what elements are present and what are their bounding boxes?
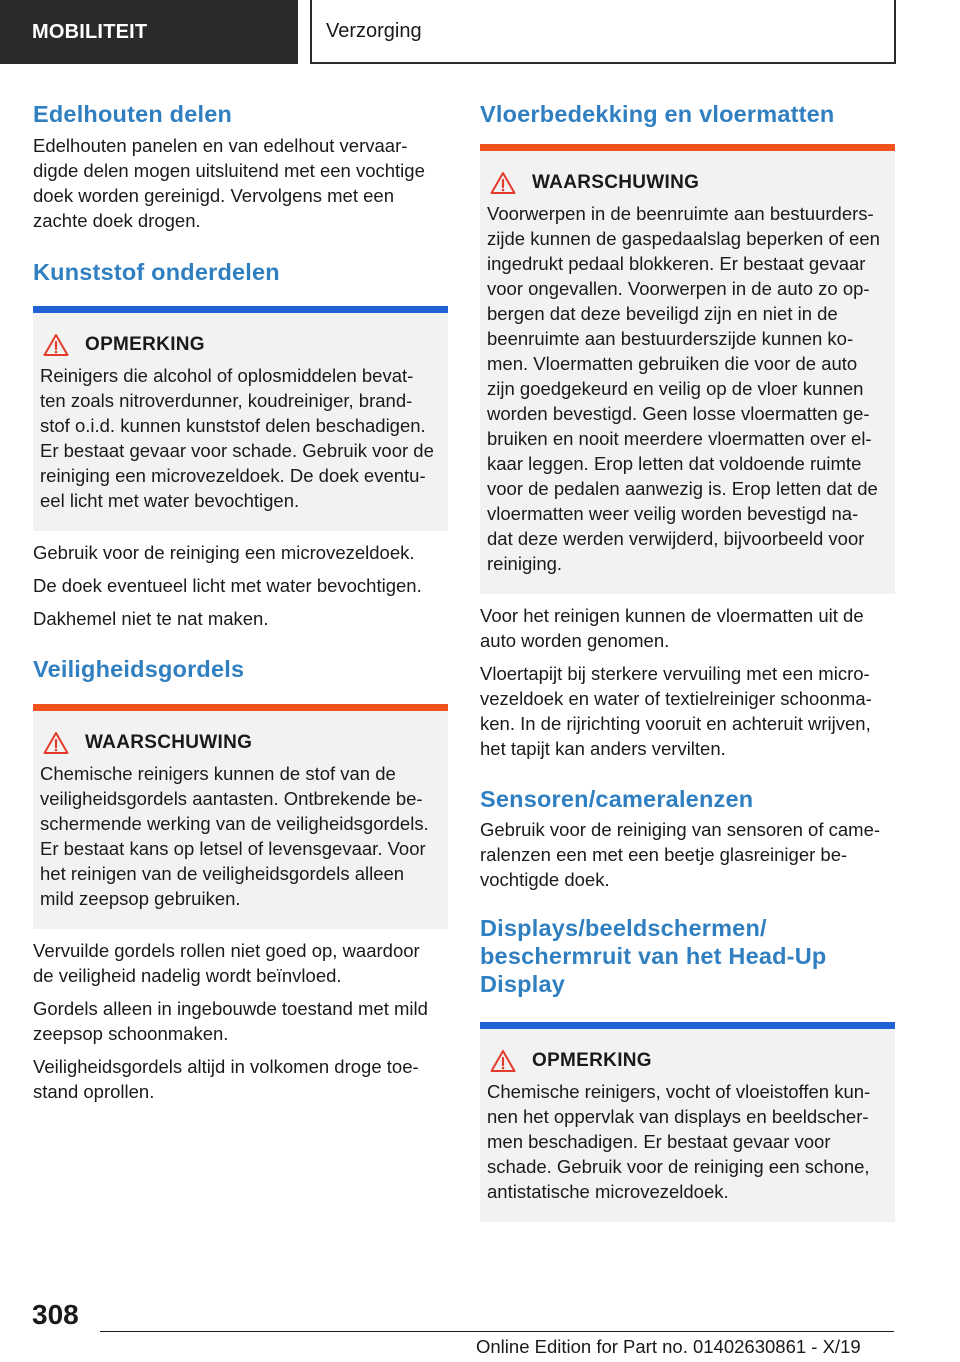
notice-body: Chemische reinigers, vocht of vloeistoffen kun- nen het oppervlak van displays en beeldscher- men beschadigen. Er bestaat gevaar voor schade. Gebruik voor de reiniging een schone, antistatische microvezeldoek. <box>487 1081 871 1202</box>
page-header <box>0 0 960 66</box>
warning-triangle-icon <box>490 1049 516 1073</box>
heading-edelhouten-delen: Edelhouten delen <box>33 101 233 127</box>
notice-body: Reinigers die alcohol of oplosmiddelen bevat- ten zoals nitroverdunner, koudreiniger, brand- stof o.i.d. kunnen kunststof delen beschadigen. Er bestaat gevaar voor schade. Gebruik voor de reiniging een microvezeldoek. De doek eventu- eel licht met water bevochtigen. <box>40 365 434 511</box>
paragraph: Dakhemel niet te nat maken. <box>33 608 269 629</box>
footer-edition: Online Edition for Part no. 01402630861 - X/19 <box>476 1336 861 1357</box>
paragraph: Gordels alleen in ingebouwde toestand met mild zeepsop schoonmaken. <box>33 998 428 1044</box>
warning-triangle-icon <box>43 333 69 357</box>
paragraph-edelhouten: Edelhouten panelen en van edelhout vervaar- digde delen mogen uitsluitend met een vochtige doek worden gereinigd. Vervolgens met een zachte doek drogen. <box>33 135 425 231</box>
notice-waarschuwing <box>33 704 448 929</box>
paragraph: De doek eventueel licht met water bevochtigen. <box>33 575 422 596</box>
paragraph: Veiligheidsgordels altijd in volkomen droge toe- stand oprollen. <box>33 1056 419 1102</box>
notice-body: Voorwerpen in de beenruimte aan bestuurders- zijde kunnen de gaspedaalslag beperken of een ingedrukt pedaal blokkeren. Er bestaat gevaar voor ongevallen. Voorwerpen in de auto zo op- bergen dat deze beveiligd zijn en niet in de beenruimte aan bestuurderszijde kunnen ko- men. Vloermatten gebruiken die voor de auto zijn goedgekeurd en veilig op de vloer kunnen worden bevestigd. Geen losse vloermatten ge- bruiken en nooit meerdere vloermatten over el- kaar leggen. Erop letten dat voldoende ruimte voor de pedalen aanwezig is. Erop letten dat de vloermatten weer veilig worden bevestigd na- dat deze werden verwijderd, bijvoorbeeld voor reiniging. <box>487 203 880 574</box>
right-column <box>480 100 895 1222</box>
paragraph: Vervuilde gordels rollen niet goed op, waardoor de veiligheid nadelig wordt beïnvloed. <box>33 940 420 986</box>
notice-waarschuwing <box>480 144 895 594</box>
paragraph-sensoren: Gebruik voor de reiniging van sensoren of came- ralenzen een met een beetje glasreiniger be- vochtigde doek. <box>480 819 881 890</box>
warning-triangle-icon <box>490 171 516 195</box>
chapter-title: Verzorging <box>310 0 896 64</box>
footer-divider <box>100 1331 894 1332</box>
paragraph: Vloertapijt bij sterkere vervuiling met een micro- vezeldoek en water of textielreiniger schoonma- ken. In de rijrichting vooruit en achteruit wrijven, het tapijt kan anders vervilten. <box>480 663 872 759</box>
paragraph: Voor het reinigen kunnen de vloermatten uit de auto worden genomen. <box>480 605 864 651</box>
notice-opmerking <box>33 306 448 531</box>
page-number: 308 <box>32 1299 79 1330</box>
notice-title: OPMERKING <box>532 1050 652 1071</box>
heading-kunststof-onderdelen: Kunststof onderdelen <box>33 259 280 285</box>
left-column <box>33 100 448 1104</box>
section-tab: MOBILITEIT <box>0 0 298 64</box>
heading-vloerbedekking: Vloerbedekking en vloermatten <box>480 101 835 127</box>
heading-sensoren: Sensoren/cameralenzen <box>480 786 754 812</box>
heading-veiligheidsgordels: Veiligheidsgordels <box>33 656 245 682</box>
heading-displays: Displays/beeldschermen/ beschermruit van het Head-Up Display <box>480 915 827 997</box>
warning-triangle-icon <box>43 731 69 755</box>
notice-body: Chemische reinigers kunnen de stof van de veiligheidsgordels aantasten. Ontbrekende be- schermende werking van de veiligheidsgordels. Er bestaat kans op letsel of levensgevaar. Voor het reinigen van de veiligheidsgordels alleen mild zeepsop gebruiken. <box>40 763 429 909</box>
notice-title: OPMERKING <box>85 334 205 355</box>
paragraph: Gebruik voor de reiniging een microvezeldoek. <box>33 542 415 563</box>
notice-title: WAARSCHUWING <box>85 732 253 753</box>
notice-opmerking <box>480 1022 895 1222</box>
notice-title: WAARSCHUWING <box>532 172 700 193</box>
